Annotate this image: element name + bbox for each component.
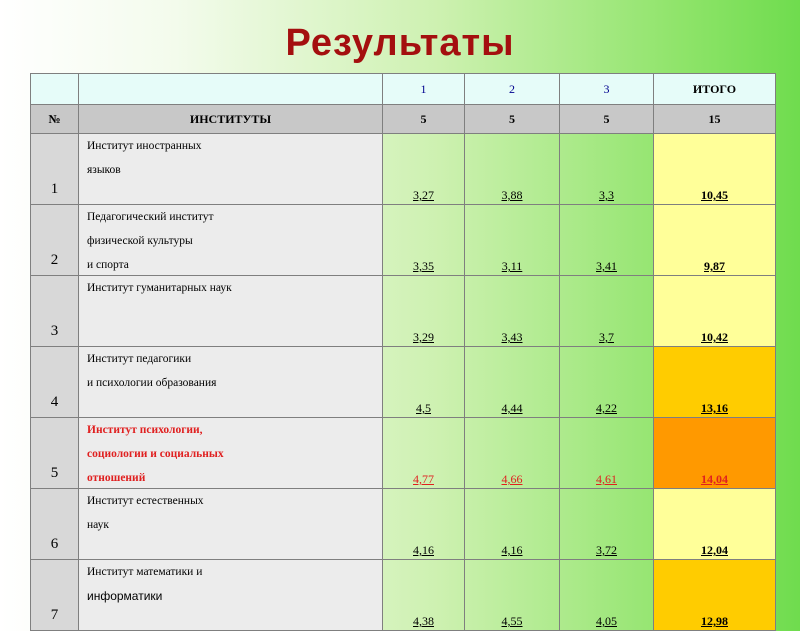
score-value: 4,05 [596,614,617,628]
score-value: 4,38 [413,614,434,628]
total-value: 10,45 [701,188,728,202]
institute-name-line: физической культуры [87,235,193,247]
score-cell-3 [560,205,654,276]
score-cell-2 [465,205,560,276]
score-value: 4,55 [501,614,523,628]
total-value: 12,04 [701,543,728,557]
table-row [31,276,776,347]
institute-name-line: Институт педагогики [87,353,192,365]
institute-name-line: и психологии образования [87,377,217,389]
score-value: 3,88 [501,188,523,202]
total-value: 12,98 [701,614,728,628]
header-row-max [31,105,776,134]
row-index: 1 [31,134,79,205]
score-cell-2 [465,347,560,418]
institute-name [79,134,383,205]
score-cell-1 [383,560,465,631]
score-value: 4,5 [416,401,431,415]
total-value: 9,87 [704,259,725,273]
score-cell-1 [383,205,465,276]
score-value: 4,66 [501,472,523,486]
score-cell-1 [383,276,465,347]
institute-name-line: Педагогический институт [87,211,214,223]
score-cell-1 [383,418,465,489]
score-cell-1 [383,347,465,418]
header-blank-cell [31,74,79,105]
row-index: 7 [31,560,79,631]
score-value: 3,11 [501,259,523,273]
results-table [30,73,776,631]
score-cell-3 [560,418,654,489]
score-value: 4,77 [413,472,434,486]
header-row-columns [31,74,776,105]
institute-name-line: Институт психологии, [87,424,203,436]
institute-name [79,418,383,489]
table-row [31,347,776,418]
score-value: 3,7 [599,330,614,344]
score-value: 3,27 [413,188,434,202]
score-cell-2 [465,489,560,560]
table-row [31,205,776,276]
institute-name-line: Институт естественных [87,495,204,507]
row-index: 6 [31,489,79,560]
page-title: Результаты [285,22,515,64]
score-cell-2 [465,418,560,489]
total-value: 13,16 [701,401,728,415]
score-value: 3,3 [599,188,614,202]
score-value: 4,22 [596,401,617,415]
institute-name-line: и спорта [87,259,129,271]
total-cell [654,205,776,276]
header-institutes: ИНСТИТУТЫ [79,105,383,134]
score-value: 4,61 [596,472,617,486]
header-col-2: 2 [465,74,560,105]
institute-name-line: Институт иностранных [87,140,202,152]
table-row [31,134,776,205]
total-cell [654,347,776,418]
score-cell-3 [560,347,654,418]
header-blank-cell [79,74,383,105]
total-cell [654,560,776,631]
score-value: 3,41 [596,259,617,273]
institute-name [79,276,383,347]
header-total: ИТОГО [654,74,776,105]
institute-name-line: социологии и социальных [87,448,224,460]
table-body [31,134,776,631]
score-value: 4,44 [501,401,523,415]
header-num: № [31,105,79,134]
score-value: 3,29 [413,330,434,344]
header-max-total: 15 [654,105,776,134]
header-max-2: 5 [465,105,560,134]
total-cell [654,276,776,347]
institute-name-line: Институт гуманитарных наук [87,282,232,294]
institute-name [79,560,383,631]
score-value: 3,72 [596,543,617,557]
header-max-1: 5 [383,105,465,134]
table-row [31,418,776,489]
total-cell [654,489,776,560]
institute-name [79,347,383,418]
total-value: 10,42 [701,330,728,344]
row-index: 3 [31,276,79,347]
score-cell-2 [465,560,560,631]
institute-name-line: информатики [87,589,163,603]
score-value: 4,16 [501,543,523,557]
score-cell-1 [383,134,465,205]
score-cell-2 [465,134,560,205]
score-cell-2 [465,276,560,347]
institute-name [79,205,383,276]
institute-name-line: наук [87,519,110,531]
header-max-3: 5 [560,105,654,134]
institute-name-line: языков [87,164,121,176]
score-cell-3 [560,560,654,631]
score-cell-3 [560,489,654,560]
score-value: 3,35 [413,259,434,273]
total-cell [654,134,776,205]
total-cell [654,418,776,489]
table-row [31,489,776,560]
institute-name [79,489,383,560]
score-cell-1 [383,489,465,560]
score-value: 4,16 [413,543,434,557]
institute-name-line: Институт математики и [87,566,203,578]
header-col-3: 3 [560,74,654,105]
score-cell-3 [560,276,654,347]
header-col-1: 1 [383,74,465,105]
row-index: 4 [31,347,79,418]
total-value: 14,04 [701,472,728,486]
table-row [31,560,776,631]
score-cell-3 [560,134,654,205]
row-index: 2 [31,205,79,276]
institute-name-line: отношений [87,472,146,484]
score-value: 3,43 [501,330,523,344]
row-index: 5 [31,418,79,489]
